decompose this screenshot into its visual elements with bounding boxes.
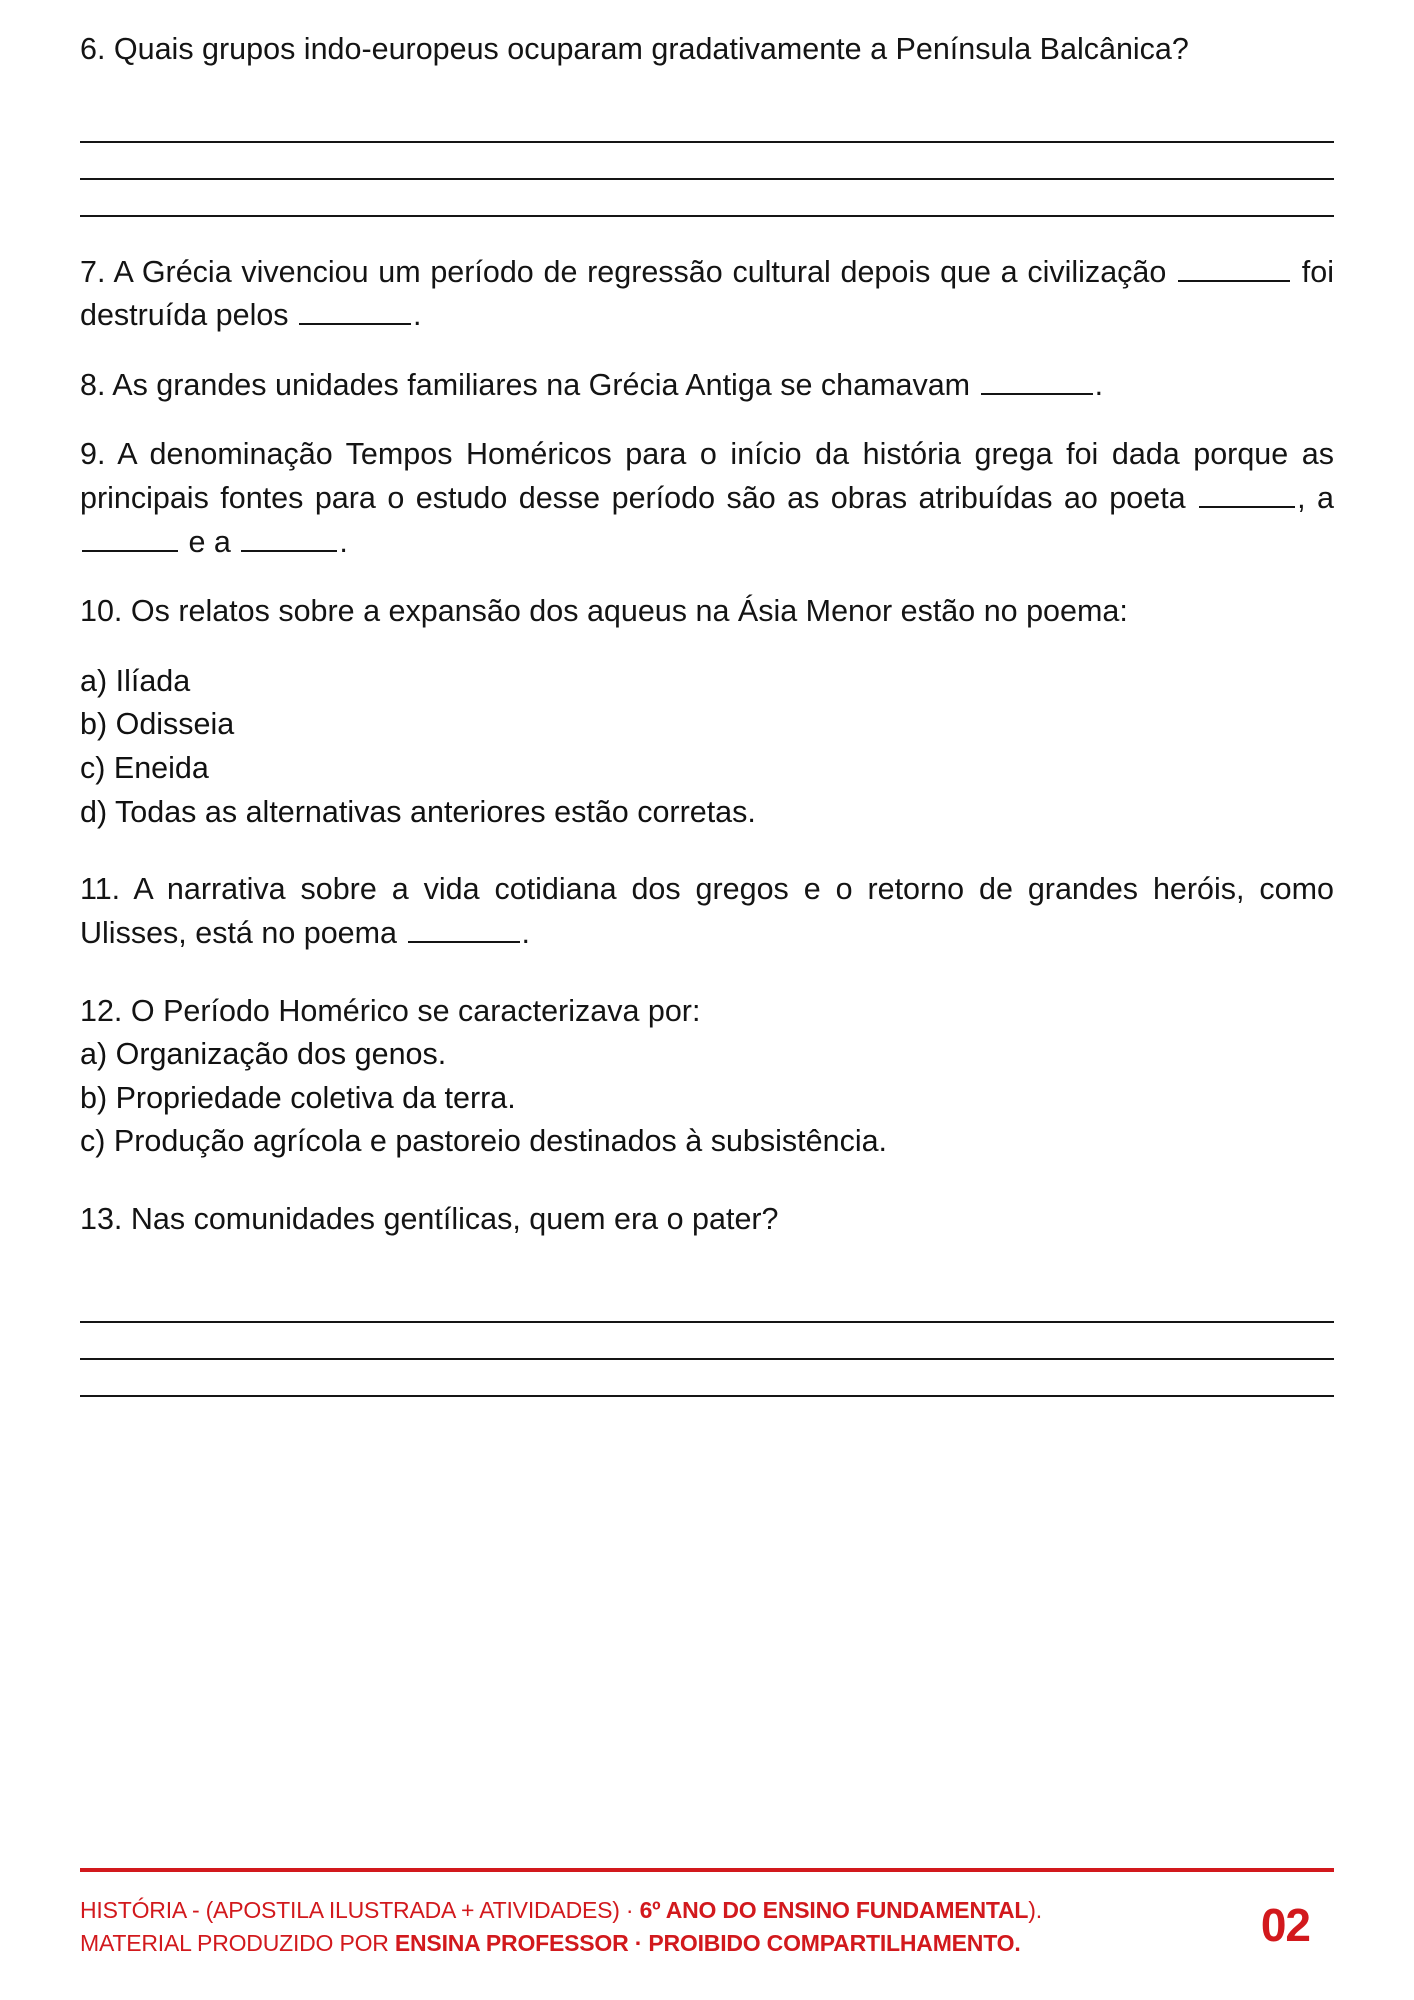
- question-7-text: [80, 251, 1334, 338]
- footer-body: [80, 1894, 1334, 1961]
- spacer: [80, 834, 1334, 868]
- question-11-prompt: 11. A narrativa sobre a vida cotidiana dos gregos e o retorno de grandes heróis, como Ulisses, está no poema: [80, 872, 1334, 950]
- option-b[interactable]: b) Propriedade coletiva da terra.: [80, 1080, 516, 1115]
- question-9-sep1: , a: [1297, 481, 1334, 516]
- question-10-options: [80, 660, 1334, 834]
- answer-line[interactable]: [80, 1360, 1334, 1397]
- option-d[interactable]: d) Todas as alternativas anteriores estão corretas.: [80, 794, 756, 829]
- spacer: [80, 956, 1334, 990]
- spacer: [80, 72, 1334, 106]
- spacer: [80, 338, 1334, 364]
- fill-blank[interactable]: [241, 525, 337, 552]
- footer-line-2-normal: MATERIAL PRODUZIDO POR: [80, 1930, 395, 1957]
- fill-blank[interactable]: [82, 525, 178, 552]
- question-11-text: [80, 868, 1334, 955]
- page-footer: [80, 1868, 1334, 1961]
- question-7-line2b: .: [413, 298, 422, 333]
- question-13-text: 13. Nas comunidades gentílicas, quem era o pater?: [80, 1201, 779, 1236]
- answer-line[interactable]: [80, 143, 1334, 180]
- question-12-options: [80, 1033, 1334, 1164]
- spacer: [80, 1242, 1334, 1286]
- option-c[interactable]: c) Produção agrícola e pastoreio destinados à subsistência.: [80, 1124, 888, 1159]
- footer-line-2-bold: ENSINA PROFESSOR · PROIBIDO COMPARTILHAMENTO.: [394, 1930, 1021, 1957]
- question-13-answer-lines[interactable]: [80, 1286, 1334, 1397]
- answer-line[interactable]: [80, 1286, 1334, 1323]
- spacer: [80, 1164, 1334, 1198]
- footer-line-2: [80, 1927, 1042, 1960]
- spacer: [80, 217, 1334, 251]
- footer-line-1-bold: 6º ANO DO ENSINO FUNDAMENTAL: [639, 1897, 1029, 1923]
- page-number: 02: [1260, 1899, 1310, 1951]
- questions-container: [80, 28, 1334, 1397]
- question-9-sep3: .: [339, 524, 348, 559]
- answer-line[interactable]: [80, 1323, 1334, 1360]
- question-8-text: [80, 364, 1334, 408]
- question-6-text: 6. Quais grupos indo-europeus ocuparam gradativamente a Península Balcânica?: [80, 32, 1189, 66]
- question-7-line2a: foi destruída pelos: [80, 254, 1334, 333]
- question-9-text: [80, 433, 1334, 564]
- question-9-sep2: e a: [188, 524, 231, 559]
- fill-blank[interactable]: [981, 368, 1093, 395]
- question-12-prompt: 12. O Período Homérico se caracterizava por:: [80, 993, 701, 1028]
- fill-blank[interactable]: [1178, 255, 1290, 282]
- answer-line[interactable]: [80, 106, 1334, 143]
- question-9-line1: 9. A denominação Tempos Homéricos para o início da história grega foi dada porque as principais fontes para o estudo desse período são as obras atribuídas ao poeta: [80, 437, 1334, 516]
- spacer: [80, 564, 1334, 590]
- question-6-answer-lines[interactable]: [80, 106, 1334, 217]
- question-11-tail: .: [521, 915, 530, 950]
- fill-blank[interactable]: [1199, 481, 1295, 508]
- spacer: [80, 407, 1334, 433]
- option-c[interactable]: c) Eneida: [80, 751, 209, 786]
- answer-line[interactable]: [80, 180, 1334, 217]
- question-7-line1: 7. A Grécia vivenciou um período de regressão cultural depois que a civilização: [80, 254, 1167, 289]
- footer-line-1-normal: HISTÓRIA - (APOSTILA ILUSTRADA + ATIVIDADES) ·: [80, 1897, 640, 1923]
- footer-line-1-tail: ).: [1028, 1897, 1042, 1923]
- option-b[interactable]: b) Odisseia: [80, 707, 235, 742]
- question-8-tail: .: [1094, 367, 1104, 402]
- footer-divider: [80, 1868, 1334, 1872]
- option-a[interactable]: a) Organização dos genos.: [80, 1037, 447, 1072]
- question-10-prompt: 10. Os relatos sobre a expansão dos aqueus na Ásia Menor estão no poema:: [80, 594, 1128, 629]
- question-8-prompt: 8. As grandes unidades familiares na Grécia Antiga se chamavam: [80, 367, 971, 402]
- fill-blank[interactable]: [408, 916, 520, 943]
- fill-blank[interactable]: [299, 298, 411, 325]
- option-a[interactable]: a) Ilíada: [80, 663, 191, 698]
- footer-line-1: [80, 1894, 1042, 1927]
- spacer: [80, 634, 1334, 660]
- footer-credits: [80, 1894, 1042, 1961]
